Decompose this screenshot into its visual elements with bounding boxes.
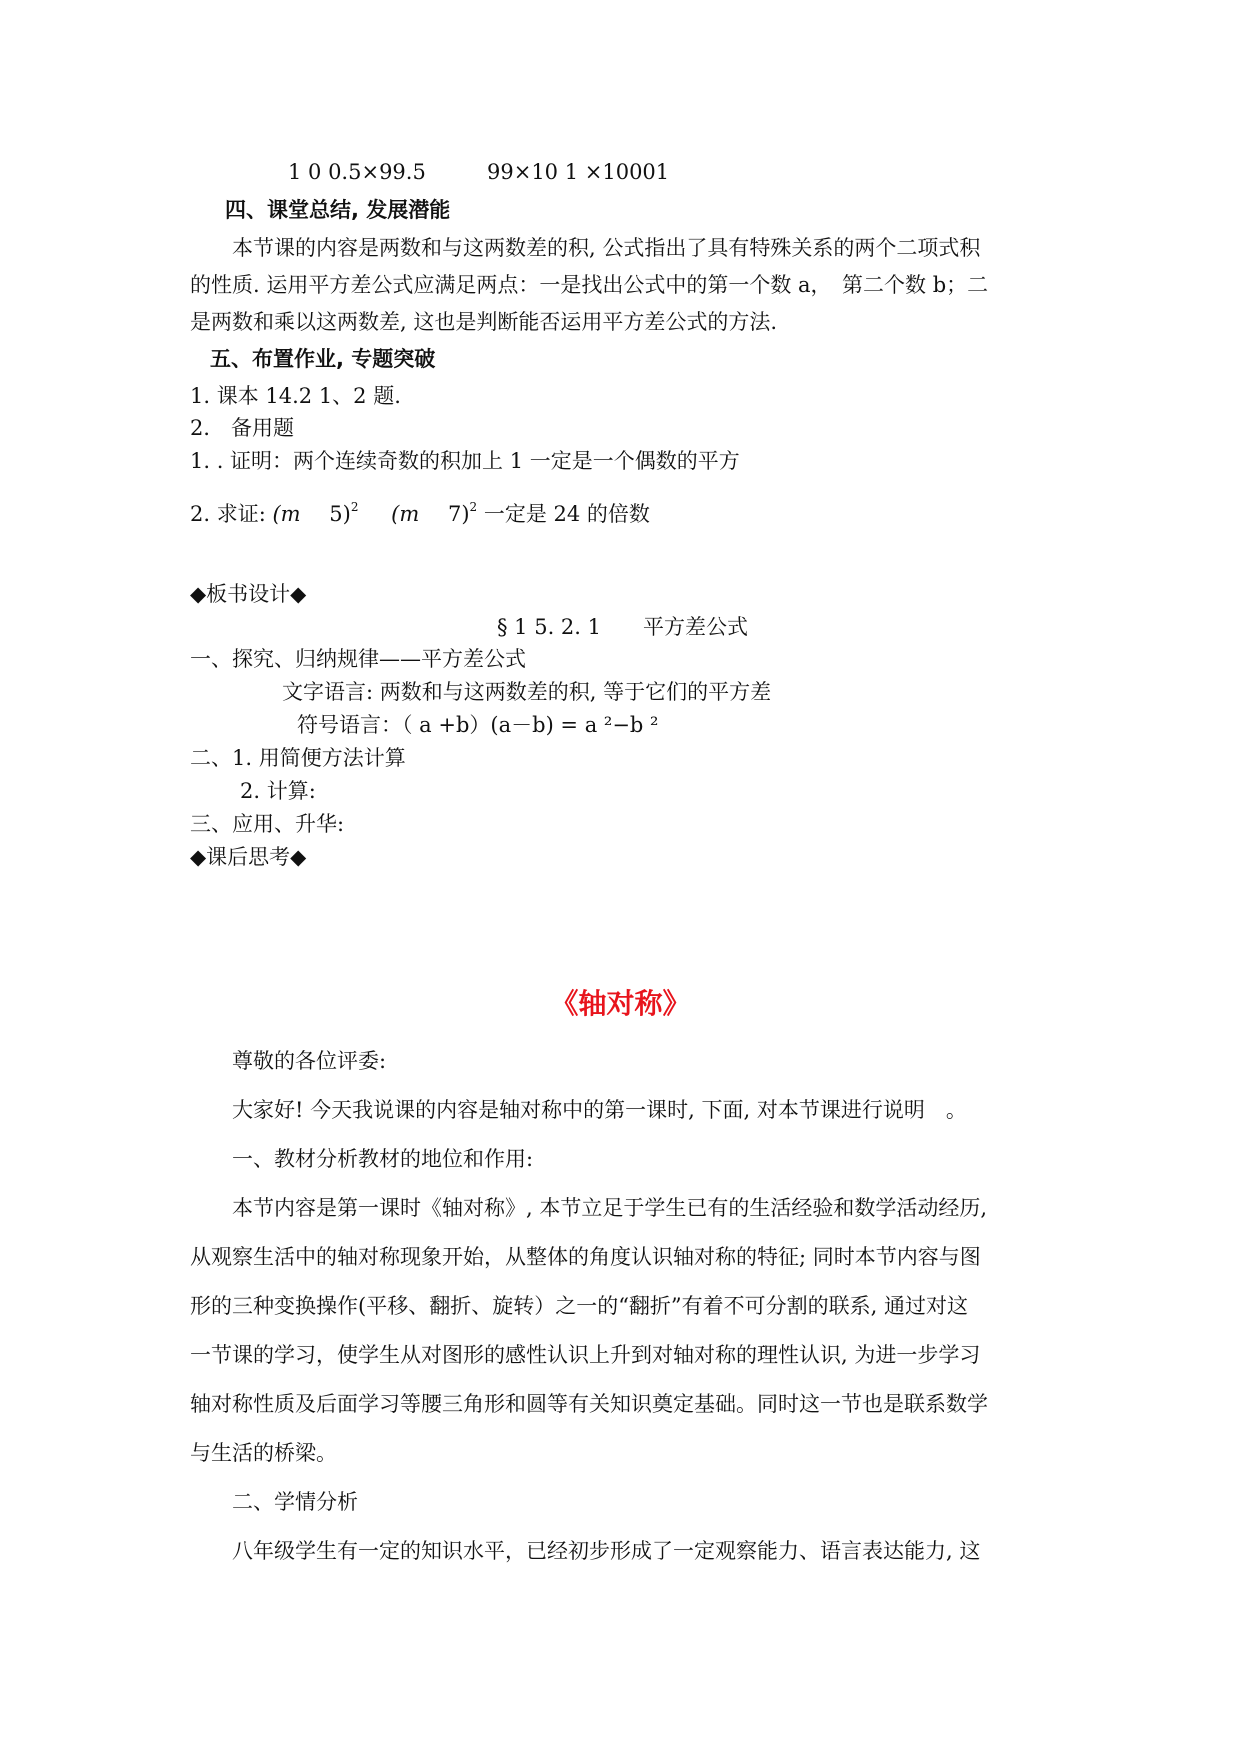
paragraph-content-line-5: 轴对称性质及后面学习等腰三角形和圆等有关知识奠定基础。同时这一节也是联系数学 (190, 1392, 988, 1416)
paragraph-content-line-6: 与生活的桥梁。 (190, 1441, 337, 1465)
board-item-2-sub: 2. 计算: (240, 779, 316, 803)
homework-item-1: 1. 课本 14.2 1、2 题. (190, 384, 401, 408)
homework-item-4 (190, 495, 650, 528)
paragraph-student-analysis: 八年级学生有一定的知识水平，已经初步形成了一定观察能力、语言表达能力, 这 (232, 1539, 981, 1563)
formula-term-1-num: 5) (329, 502, 351, 526)
summary-line-1: 本节课的内容是两数和与这两数差的积, 公式指出了具有特殊关系的两个二项式积 (232, 236, 981, 260)
formula-term-2: (m (391, 502, 420, 526)
homework-item-4-suffix: 一定是 24 的倍数 (483, 502, 650, 526)
paragraph-greeting: 尊敬的各位评委: (232, 1049, 387, 1073)
homework-item-4-prefix: 2. 求证: (190, 502, 266, 526)
calc-line-a: 1 0 0.5×99.5 (288, 160, 426, 184)
calc-line-b: 99×10 1 ×10001 (487, 160, 670, 184)
board-text-language: 文字语言: 两数和与这两数差的积, 等于它们的平方差 (282, 680, 772, 704)
formula-exponent-2: 2 (469, 500, 478, 514)
homework-item-3: 1. . 证明：两个连续奇数的积加上 1 一定是一个偶数的平方 (190, 449, 740, 473)
formula-exponent-1: 2 (350, 500, 359, 514)
paragraph-content-line-2: 从观察生活中的轴对称现象开始，从整体的角度认识轴对称的特征; 同时本节内容与图 (190, 1245, 981, 1269)
lesson-title: 《轴对称》 (550, 987, 691, 1020)
board-section-title: § 1 5. 2. 1 平方差公式 (497, 615, 748, 639)
heading-material-analysis: 一、教材分析教材的地位和作用: (232, 1147, 534, 1171)
summary-line-3: 是两数和乘以这两数差, 这也是判断能否运用平方差公式的方法. (190, 310, 778, 334)
paragraph-content-line-1: 本节内容是第一课时《轴对称》, 本节立足于学生已有的生活经验和数学活动经历, (232, 1196, 988, 1220)
formula-term-1: (m (272, 502, 301, 526)
board-symbol-language: 符号语言：（ a +b）(a－b) = a ²−b ² (297, 713, 659, 737)
formula-term-2-num: 7) (447, 502, 470, 526)
heading-summary: 四、课堂总结, 发展潜能 (225, 198, 451, 222)
homework-item-2: 2． 备用题 (190, 416, 295, 440)
summary-line-2: 的性质. 运用平方差公式应满足两点：一是找出公式中的第一个数 a， 第二个数 b；二 (190, 273, 989, 297)
board-item-2: 二、1. 用简便方法计算 (190, 746, 406, 770)
paragraph-content-line-3: 形的三种变换操作(平移、翻折、旋转）之一的“翻折”有着不可分割的联系, 通过对这 (190, 1294, 969, 1318)
board-item-1: 一、探究、归纳规律——平方差公式 (190, 647, 526, 671)
heading-homework: 五、布置作业, 专题突破 (210, 347, 436, 371)
board-item-3: 三、应用、升华: (190, 812, 345, 836)
paragraph-content-line-4: 一节课的学习，使学生从对图形的感性认识上升到对轴对称的理性认识, 为进一步学习 (190, 1343, 981, 1367)
board-design-title: ◆板书设计◆ (190, 582, 307, 606)
paragraph-intro: 大家好! 今天我说课的内容是轴对称中的第一课时, 下面, 对本节课进行说明 。 (232, 1098, 967, 1122)
after-class-title: ◆课后思考◆ (190, 845, 307, 869)
heading-student-analysis: 二、学情分析 (232, 1490, 358, 1514)
